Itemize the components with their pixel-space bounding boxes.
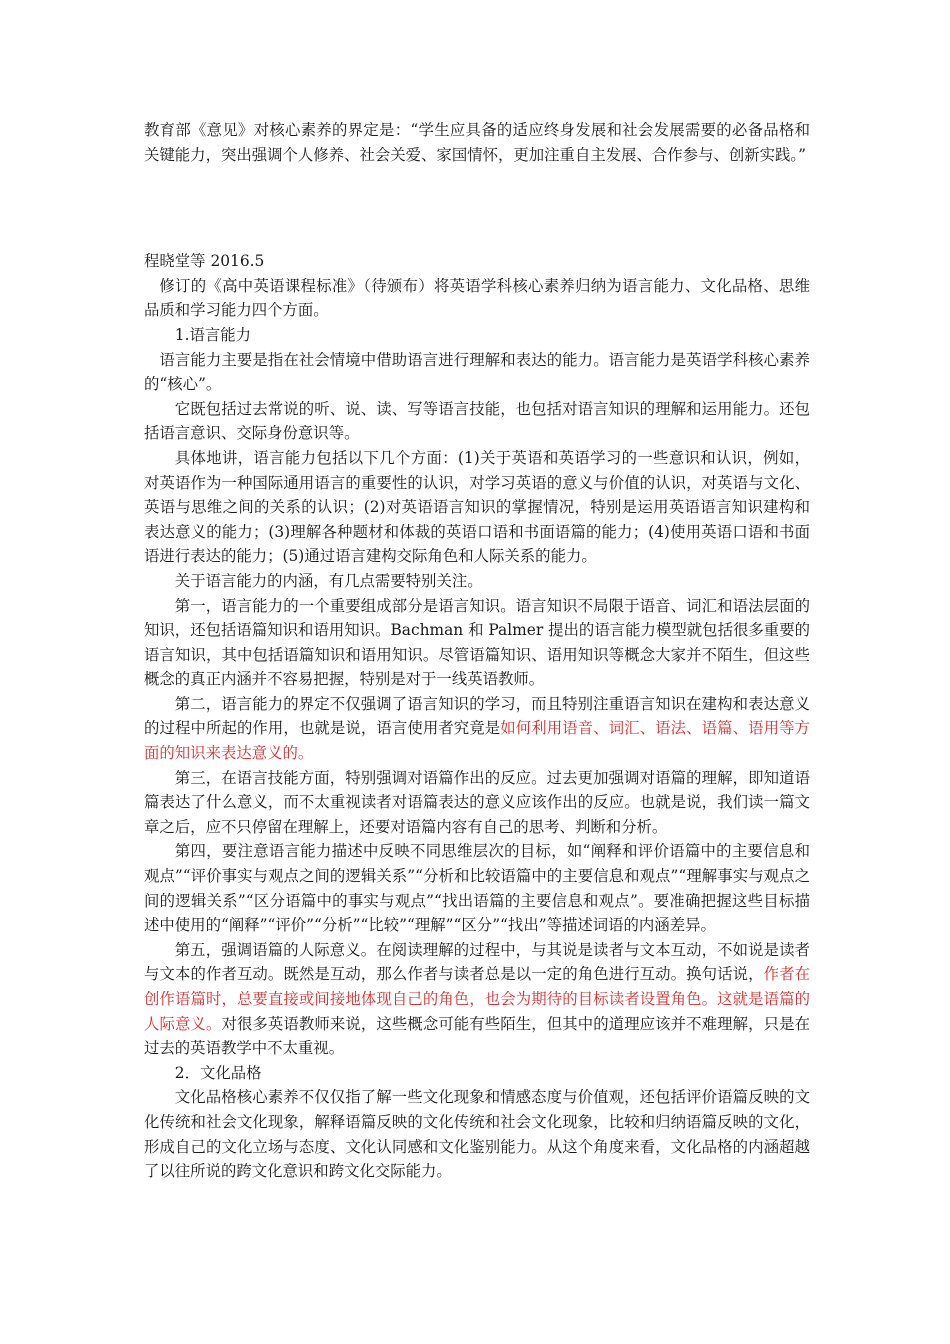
summary-paragraph: 修订的《高中英语课程标准》（待颁布）将英语学科核心素养归纳为语言能力、文化品格、思维品质和学习能力四个方面。 bbox=[144, 276, 810, 320]
section1-paragraph-1: 语言能力主要是指在社会情境中借助语言进行理解和表达的能力。语言能力是英语学科核心素养的“核心”。 bbox=[144, 350, 810, 394]
paragraph-9-text-a: 第五，强调语篇的人际意义。在阅读理解的过程中，与其说是读者与文本互动，不如说是读者与文本的作者互动。既然是互动，那么作者与读者总是以一定的角色进行互动。换句话说， bbox=[144, 940, 810, 984]
section1-paragraph-8: 第四，要注意语言能力描述中反映不同思维层次的目标，如“阐释和评价语篇中的主要信息和观点”“评价事实与观点之间的逻辑关系”“分析和比较语篇中的主要信息和观点”“理解事实与观点之间的逻辑关系”“区分语篇中的事实与观点”“找出语篇的主要信息和观点”。要准确把握这些目标描述中使用的“阐释”“评价”“分析”“比较”“理解”“区分”“找出”等描述词语的内涵差异。 bbox=[144, 842, 810, 935]
paragraph-6-text: 第二，语言能力的界定不仅强调了语言知识的学习，而且特别注重语言知识在建构和表达意义的过程中所起的作用，也就是说，语言使用者究竟是 bbox=[144, 694, 810, 738]
section1-paragraph-7: 第三，在语言技能方面，特别强调对语篇作出的反应。过去更加强调对语篇的理解，即知道语篇表达了什么意义，而不太重视读者对语篇表达的意义应该作出的反应。也就是说，我们读一篇文章之后，应不只停留在理解上，还要对语篇内容有自己的思考、判断和分析。 bbox=[144, 768, 810, 836]
section1-paragraph-9 bbox=[144, 938, 810, 1061]
intro-paragraph: 教育部《意见》对核心素养的界定是：“学生应具备的适应终身发展和社会发展需要的必备品格和关键能力，突出强调个人修养、社会关爱、家国情怀，更加注重自主发展、合作参与、创新实践。” bbox=[144, 121, 810, 164]
section1-paragraph-6 bbox=[144, 692, 810, 766]
section1-paragraph-3: 具体地讲，语言能力包括以下几个方面：(1)关于英语和英语学习的一些意识和认识，例如，对英语作为一种国际通用语言的重要性的认识，对学习英语的意义与价值的认识，对英语与文化、英语与思维之间的关系的认识；(2)对英语语言知识的掌握情况，特别是运用英语语言知识建构和表达意义的能力；(3)理解各种题材和体裁的英语口语和书面语篇的能力；(4)使用英语口语和书面语进行表达的能力；(5)通过语言建构交际角色和人际关系的能力。 bbox=[144, 448, 810, 566]
document-page bbox=[144, 118, 810, 1184]
section1-paragraph-4: 关于语言能力的内涵，有几点需要特别关注。 bbox=[174, 571, 483, 590]
section1-paragraph-5: 第一，语言能力的一个重要组成部分是语言知识。语言知识不局限于语音、词汇和语法层面的知识，还包括语篇知识和语用知识。Bachman 和 Palmer 提出的语言能力模型就包括很多重要的语言知识，其中包括语篇知识和语用知识。尽管语篇知识、语用知识等概念大家并不陌生，但这些概念的真正内涵并不容易把握，特别是对于一线英语教师。 bbox=[144, 596, 810, 689]
paragraph-9-text-b: 对很多英语教师来说，这些概念可能有些陌生，但其中的道理应该并不难理解，只是在过去的英语教学中不太重视。 bbox=[144, 1014, 810, 1058]
source-line: 程晓堂等 2016.5 bbox=[144, 252, 265, 271]
section1-paragraph-2: 它既包括过去常说的听、说、读、写等语言技能，也包括对语言知识的理解和运用能力。还包括语言意识、交际身份意识等。 bbox=[144, 399, 810, 443]
spacer bbox=[144, 167, 810, 249]
highlighted-text: 如何利用语音、词汇、语法、语篇、语用等方面的知识来表达意义的。 bbox=[144, 719, 810, 763]
section1-heading: 1.语言能力 bbox=[174, 325, 252, 344]
highlighted-text: 作者在创作语篇时，总要直接或间接地体现自己的角色，也会为期待的目标读者设置角色。这就是语篇的人际意义。 bbox=[144, 965, 810, 1033]
section2-heading: 2．文化品格 bbox=[174, 1063, 262, 1082]
section2-paragraph-1: 文化品格核心素养不仅仅指了解一些文化现象和情感态度与价值观，还包括评价语篇反映的文化传统和社会文化现象，解释语篇反映的文化传统和社会文化现象，比较和归纳语篇反映的文化，形成自己的文化立场与态度、文化认同感和文化鉴别能力。从这个角度来看，文化品格的内涵超越了以往所说的跨文化意识和跨文化交际能力。 bbox=[144, 1088, 810, 1181]
